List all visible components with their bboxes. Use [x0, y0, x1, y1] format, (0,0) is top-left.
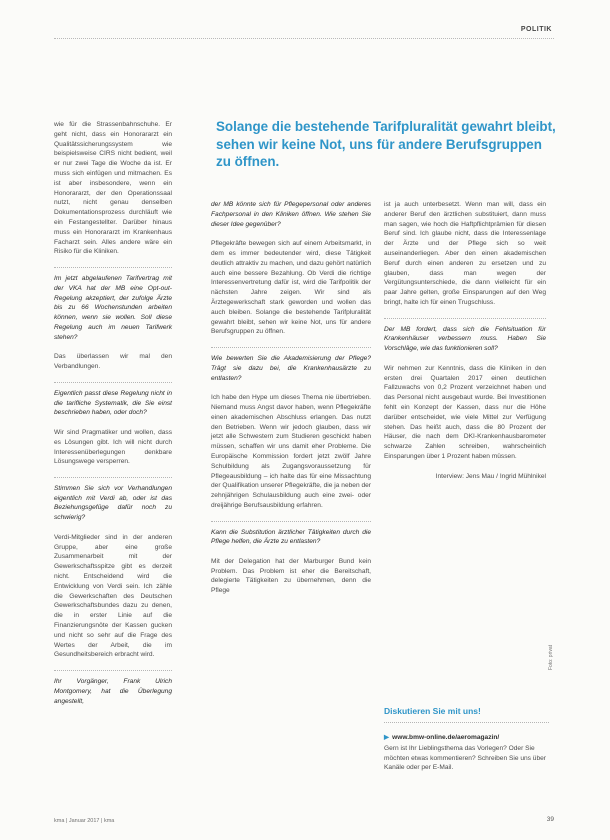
interview-answer: Pflegekräfte bewegen sich auf einem Arbeitsmarkt, in dem es immer bedeutender wird, diese Tätigkeit deutlich attraktiv zu machen, und dazu gehört natürlich auch eine bessere Bezahlung. Ob Verdi die richtige Interessenvertretung dafür ist, wird die Tarifpolitik der nächsten Jahre zeigen. Wir sind als Ärztegewerkschaft stark geworden und wollen das auch bleiben. Solange die bestehende Tarifpluralität gewahrt bleibt, sehen wir keine Not, uns für andere Berufsgruppen zu öffnen.: [211, 240, 371, 336]
interview-answer: Wir nehmen zur Kenntnis, dass die Kliniken in den ersten drei Quartalen 2017 einen deutlichen Fallzuwachs von 0,2 Prozent verzeichnet haben und das Personal nicht ausgebaut wurde. Bei Investitionen fehlt ein Konzept der Kassen, dass nur die Höhe darüber entscheidet, wie viele Mittel zur Verfügung stehen. Das heißt auch, dass die 80 Prozent der Häuser, die nach dem DKI-Krankenhausbarometer schwarze Zahlen schreiben, wahrscheinlich Einsparungen über 1 Prozent haben müssen.: [384, 364, 546, 460]
discuss-rule: [384, 722, 549, 723]
interview-answer: Das überlassen wir mal den Verbandlungen.: [54, 353, 172, 371]
interview-answer: wie für die Strassenbahnschuhe. Er geht nicht, dass ein Honorararzt ein Qualitätssicherungssystem wie beispielsweise CIRS nicht bedient, weil er nur zwei Tage die Woche da ist. Er muss sich einfügen und mitmachen. Es ist aber insbesondere, wenn ein Honorararzt, der den Operationssaal nutzt, nicht genau denselben Dokumentationsprozess durchläuft wie ein Festangestellter. Darüber hinaus muss ein Honorararzt im Krankenhaus Facharzt sein. Alles andere wäre ein Risiko für die Kliniken.: [54, 121, 172, 256]
interview-answer: ist ja auch unterbesetzt. Wenn man will, dass ein anderer Beruf den ärztlichen substituiert, dann muss man sagen, wie hoch die Haftpflichtprämien für diesen Beruf sind. Ich glaube nicht, dass die Interessenlage der Ärzte und der Pflege sich so weit auseinanderliegen. Aber den einen akademischen Beruf durch einen anderen zu ersetzen und zu glauben, dass man wegen der Vergütungsunterschiede, die dann vielleicht für ein paar Jahre gelten, große Einsparungen auf den Weg bringt, halte ich für einen Trugschluss.: [384, 201, 546, 306]
pull-quote: Solange die bestehende Tarifpluralität gewahrt bleibt, sehen wir keine Not, uns für andere Berufsgruppen zu öffnen.: [216, 119, 556, 169]
discuss-text: Gern ist Ihr Lieblingsthema das Vorlegen? Oder Sie möchten etwas kommentieren? Schreiben Sie uns über Kanäle oder per E-Mail.: [384, 745, 547, 772]
interview-credit: Interview: Jens Mau / Ingrid Mühlnikel: [435, 472, 546, 480]
interview-answer: Mit der Delegation hat der Marburger Bund kein Problem. Das Problem ist eher die Bereitschaft, delegierte Tätigkeiten zu übernehmen, denn die Pflege: [211, 557, 371, 595]
arrow-icon: ▶: [384, 734, 390, 741]
question-rule: [384, 318, 546, 319]
interview-question: Stimmen Sie sich vor Verhandlungen eigentlich mit Verdi ab, oder ist das Beziehungsgefüge dafür noch zu schwierig?: [54, 484, 172, 522]
interview-answer: Ich habe den Hype um dieses Thema nie übertrieben. Niemand muss Angst davor haben, wenn Pflegekräfte einen akademischen Abschluss erlangen. Das nutzt den Betrieben. Wenn wir jedoch glauben, dass wir jetzt alle Schwestern zum Studieren geschickt haben müssen, schaffen wir uns damit eher Probleme. Die Europäische Kommission fordert jetzt zwölf Jahre Schulbildung als Zugangsvoraussetzung für Pflegeausbildung – ich halte das für eine Missachtung der Qualifikation unserer Pflegekräfte, die ja neben der zehnjährigen Schulausbildung auch eine zwei- oder dreijährige Berufsausbildung erfahren.: [211, 394, 371, 509]
footer-issue: kma | Januar 2017 | kma: [54, 818, 115, 824]
question-rule: [54, 382, 172, 383]
question-rule: [54, 670, 172, 671]
interview-question: Eigentlich passt diese Regelung nicht in die tarifliche Systematik, die Sie einst beschrieben haben, oder doch?: [54, 389, 172, 417]
interview-question: der MB könnte sich für Pflegepersonal oder anderes Fachpersonal in den Kliniken öffnen. Wie stehen Sie dieser Idee gegenüber?: [211, 201, 371, 228]
column-2: [211, 200, 371, 606]
question-rule: [211, 347, 371, 348]
interview-question: Im jetzt abgelaufenen Tarifvertrag mit der VKA hat der MB eine Opt-out-Regelung akzeptiert, der zufolge Ärzte bis zu 66 Wochenstunden arbeiten können, wenn sie wollen. Soll diese Regelung auch im neuen Tarifwerk stehen?: [54, 274, 172, 341]
interview-question: Wie bewerten Sie die Akademisierung der Pflege? Trägt sie dazu bei, die Krankenhausärzte zu entlasten?: [211, 354, 371, 382]
column-1: [54, 120, 172, 716]
section-label: POLITIK: [520, 26, 552, 33]
interview-question: Kann die Substitution ärztlicher Tätigkeiten durch die Pflege helfen, die Ärzte zu entlasten?: [211, 528, 371, 546]
interview-question: Ihr Vorgänger, Frank Ulrich Montgomery, hat die Überlegung angestellt,: [54, 678, 172, 705]
header-rule: [54, 38, 554, 39]
discuss-link[interactable]: [384, 733, 549, 741]
question-rule: [54, 267, 172, 268]
interview-answer: Wir sind Pragmatiker und wollen, dass es Lösungen gibt. Ich will nicht durch Interessenüberlegungen denkbare Lösungswege versperren.: [54, 428, 172, 466]
question-rule: [211, 521, 371, 522]
interview-answer: Verdi-Mitglieder sind in der anderen Gruppe, aber eine große Zusammenarbeit mit der Gewerkschaftsspitze gibt es derzeit nicht. Entscheidend wird die Entwicklung von Verdi sein. Ich zähle die Gewerkschaften des Deutschen Gewerkschaftsbundes dazu zu denen, die in erster Linie auf die Finanzierungsnöte der Kassen gucken und nicht so sehr auf die Frage des Wertes der Arbeit, die im Gesundheitsbereich erbracht wird.: [54, 533, 172, 659]
column-3: [384, 200, 546, 491]
photo-credit: [548, 580, 558, 670]
discuss-title: Diskutieren Sie mit uns!: [384, 706, 481, 716]
page-number: 39: [546, 816, 554, 823]
photo-credit-text: Foto: privat: [548, 644, 554, 670]
interview-question: Der MB fordert, dass sich die Fehlsituation für Krankenhäuser verbessern muss. Haben Sie Vorschläge, wie das funktionieren soll?: [384, 325, 546, 353]
question-rule: [54, 477, 172, 478]
discuss-link-text[interactable]: www.bmw-online.de/aeromagazin/: [392, 734, 500, 741]
